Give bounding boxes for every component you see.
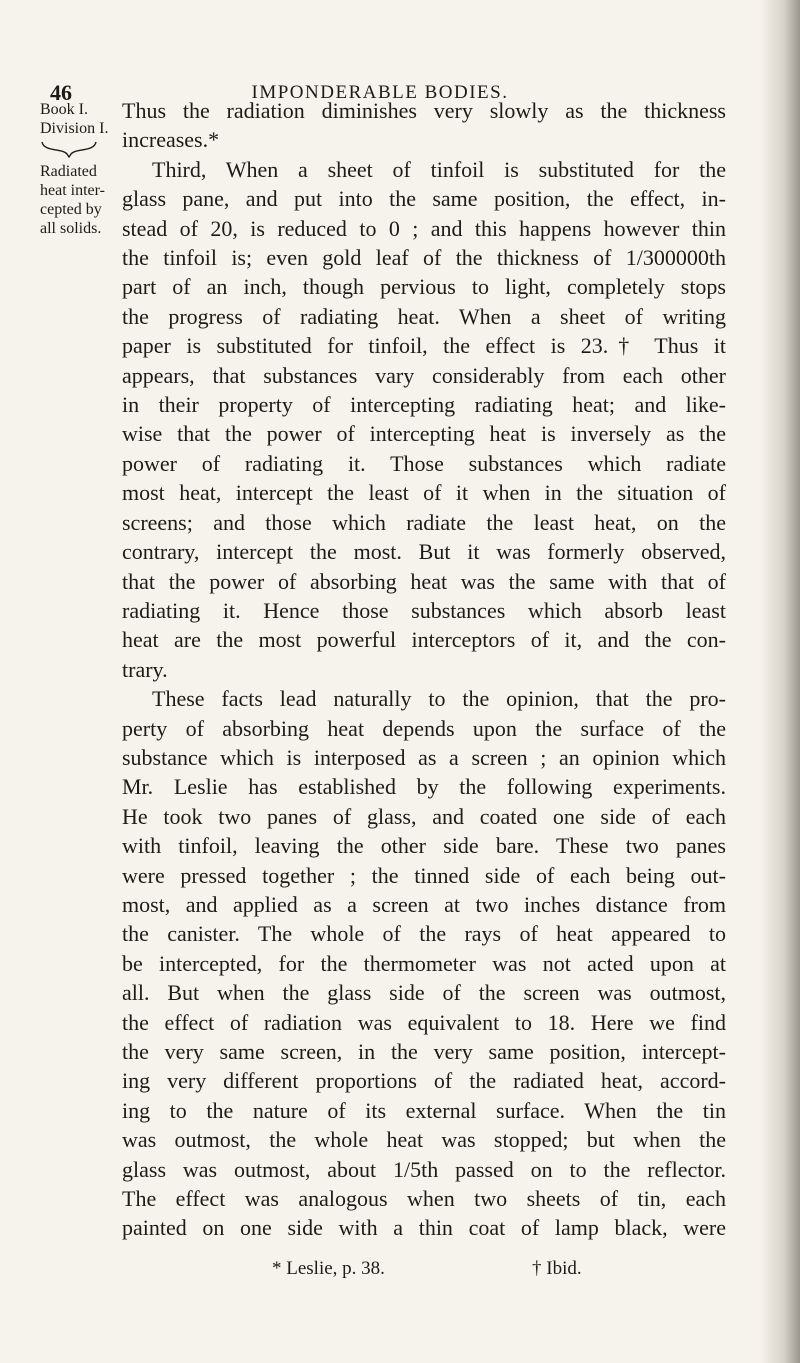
margin-topic-line: cepted by bbox=[40, 201, 102, 218]
running-title: IMPONDERABLE BODIES. bbox=[251, 82, 509, 103]
text-line: the progress of radiating heat. When a sheet of writing bbox=[122, 303, 726, 329]
text-line: power of radiating it. Those substances which radiate bbox=[122, 450, 726, 476]
text-line: was outmost, the whole heat was stopped; but when the bbox=[122, 1127, 726, 1153]
text-line: part of an inch, though pervious to light, completely stops bbox=[122, 274, 726, 300]
text-line: be intercepted, for the thermometer was not acted upon at bbox=[122, 950, 726, 976]
text-line: the effect of radiation was equivalent to 18. Here we find bbox=[122, 1009, 726, 1035]
text-line: in their property of intercepting radiating heat; and like- bbox=[122, 392, 726, 418]
text-line: painted on one side with a thin coat of lamp black, were bbox=[122, 1215, 726, 1241]
margin-topic-line: all solids. bbox=[40, 220, 102, 237]
footnote: † Ibid. bbox=[532, 1258, 582, 1279]
text-line: Third, When a sheet of tinfoil is substituted for the bbox=[152, 156, 726, 182]
text-line: ing very different proportions of the radiated heat, accord- bbox=[122, 1068, 726, 1094]
body-text bbox=[122, 96, 726, 1243]
text-line: The effect was analogous when two sheets of tin, each bbox=[122, 1186, 726, 1212]
text-line: all. But when the glass side of the screen was outmost, bbox=[122, 980, 726, 1006]
text-line: perty of absorbing heat depends upon the surface of the bbox=[122, 715, 726, 741]
text-line: These facts lead naturally to the opinion, that the pro- bbox=[152, 686, 726, 712]
margin-division: Division I. bbox=[40, 120, 109, 137]
text-line: the canister. The whole of the rays of heat appeared to bbox=[122, 921, 726, 947]
text-line: substance which is interposed as a screen ; an opinion which bbox=[122, 744, 726, 770]
text-line: most heat, intercept the least of it when in the situation of bbox=[122, 480, 726, 506]
text-line: the tinfoil is; even gold leaf of the thickness of 1/300000th bbox=[122, 245, 726, 271]
text-line: radiating it. Hence those substances which absorb least bbox=[122, 597, 726, 623]
text-line: paper is substituted for tinfoil, the effect is 23.† Thus it bbox=[122, 333, 726, 359]
text-line: that the power of absorbing heat was the same with that of bbox=[122, 568, 726, 594]
text-line: increases.* bbox=[122, 127, 220, 153]
margin-book: Book I. bbox=[40, 101, 88, 118]
text-line: glass pane, and put into the same position, the effect, in- bbox=[122, 186, 726, 212]
text-line: He took two panes of glass, and coated one side of each bbox=[122, 803, 726, 829]
text-line: trary. bbox=[122, 656, 168, 682]
text-line: glass was outmost, about 1/5th passed on to the reflector. bbox=[122, 1156, 726, 1182]
text-line: wise that the power of intercepting heat is inversely as the bbox=[122, 421, 726, 447]
text-line: Mr. Leslie has established by the following experiments. bbox=[122, 774, 726, 800]
brace-icon bbox=[40, 140, 98, 158]
text-line: ing to the nature of its external surface. When the tin bbox=[122, 1097, 726, 1123]
text-line: stead of 20, is reduced to 0 ; and this happens however thin bbox=[122, 215, 726, 241]
page-edge-shadow bbox=[760, 0, 800, 1363]
footnote: * Leslie, p. 38. bbox=[272, 1258, 385, 1279]
text-line: contrary, intercept the most. But it was formerly observed, bbox=[122, 539, 726, 565]
text-line: were pressed together ; the tinned side of each being out- bbox=[122, 862, 726, 888]
page-number: 46 bbox=[50, 80, 72, 105]
text-line: screens; and those which radiate the least heat, on the bbox=[122, 509, 726, 535]
text-line: heat are the most powerful interceptors of it, and the con- bbox=[122, 627, 726, 653]
margin-topic-line: heat inter- bbox=[40, 182, 105, 199]
footnotes bbox=[122, 1258, 726, 1288]
text-line: the very same screen, in the very same position, intercept- bbox=[122, 1039, 726, 1064]
text-line: with tinfoil, leaving the other side bare. These two panes bbox=[122, 833, 726, 859]
margin-topic-line: Radiated bbox=[40, 163, 97, 180]
margin-note bbox=[40, 100, 120, 238]
text-line: Thus the radiation diminishes very slowly as the thickness bbox=[122, 98, 726, 123]
text-line: most, and applied as a screen at two inches distance from bbox=[122, 891, 726, 917]
text-line: appears, that substances vary considerably from each other bbox=[122, 362, 726, 388]
